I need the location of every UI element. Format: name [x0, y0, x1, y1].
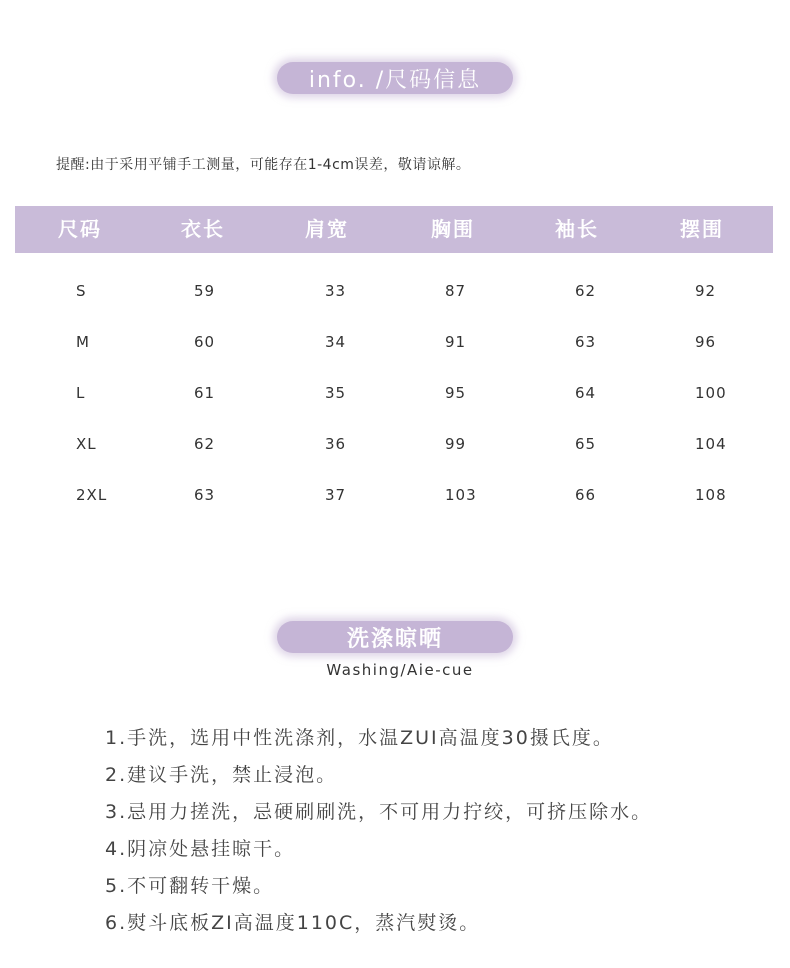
cell-hem: 100: [695, 384, 727, 402]
cell-hem: 108: [695, 486, 727, 504]
cell-shoulder: 33: [325, 282, 347, 300]
size-table-header: [15, 206, 773, 253]
cell-size: S: [76, 282, 87, 300]
cell-chest: 99: [445, 435, 467, 453]
cell-chest: 87: [445, 282, 467, 300]
table-row: [0, 333, 790, 357]
header-chest: 胸围: [431, 217, 475, 241]
cell-sleeve: 62: [575, 282, 597, 300]
list-item: 3.忌用力搓洗，忌硬刷刷洗，不可用力拧绞，可挤压除水。: [105, 801, 653, 823]
cell-hem: 104: [695, 435, 727, 453]
cell-chest: 95: [445, 384, 467, 402]
cell-chest: 91: [445, 333, 467, 351]
cell-shoulder: 36: [325, 435, 347, 453]
table-row: [0, 435, 790, 459]
cell-sleeve: 66: [575, 486, 597, 504]
cell-length: 60: [194, 333, 216, 351]
cell-hem: 96: [695, 333, 717, 351]
care-instructions-list: [105, 724, 652, 946]
list-item: 4.阴凉处悬挂晾干。: [105, 838, 296, 860]
cell-sleeve: 64: [575, 384, 597, 402]
header-shoulder: 肩宽: [305, 217, 349, 241]
header-size: 尺码: [58, 217, 102, 241]
cell-chest: 103: [445, 486, 477, 504]
header-hem: 摆围: [680, 217, 724, 241]
cell-length: 62: [194, 435, 216, 453]
cell-length: 59: [194, 282, 216, 300]
header-length: 衣长: [181, 217, 225, 241]
list-item: 2.建议手洗，禁止浸泡。: [105, 764, 338, 786]
washing-subtitle: Washing/Aie-cue: [326, 661, 474, 679]
cell-size: XL: [76, 435, 97, 453]
cell-length: 61: [194, 384, 216, 402]
table-row: [0, 486, 790, 510]
table-row: [0, 282, 790, 306]
cell-size: 2XL: [76, 486, 108, 504]
cell-size: L: [76, 384, 86, 402]
size-info-title: info. /尺码信息: [277, 62, 513, 94]
cell-sleeve: 65: [575, 435, 597, 453]
measurement-reminder: 提醒:由于采用平铺手工测量，可能存在1-4cm误差，敬请谅解。: [56, 157, 471, 173]
list-item: 6.熨斗底板ZI高温度110C，蒸汽熨烫。: [105, 912, 481, 934]
cell-length: 63: [194, 486, 216, 504]
cell-sleeve: 63: [575, 333, 597, 351]
cell-shoulder: 35: [325, 384, 347, 402]
header-sleeve: 袖长: [555, 217, 599, 241]
table-row: [0, 384, 790, 408]
washing-title: 洗涤晾晒: [277, 621, 513, 653]
cell-size: M: [76, 333, 90, 351]
cell-shoulder: 34: [325, 333, 347, 351]
list-item: 5.不可翻转干燥。: [105, 875, 275, 897]
cell-shoulder: 37: [325, 486, 347, 504]
list-item: 1.手洗，选用中性洗涤剂，水温ZUI高温度30摄氏度。: [105, 727, 614, 749]
cell-hem: 92: [695, 282, 717, 300]
